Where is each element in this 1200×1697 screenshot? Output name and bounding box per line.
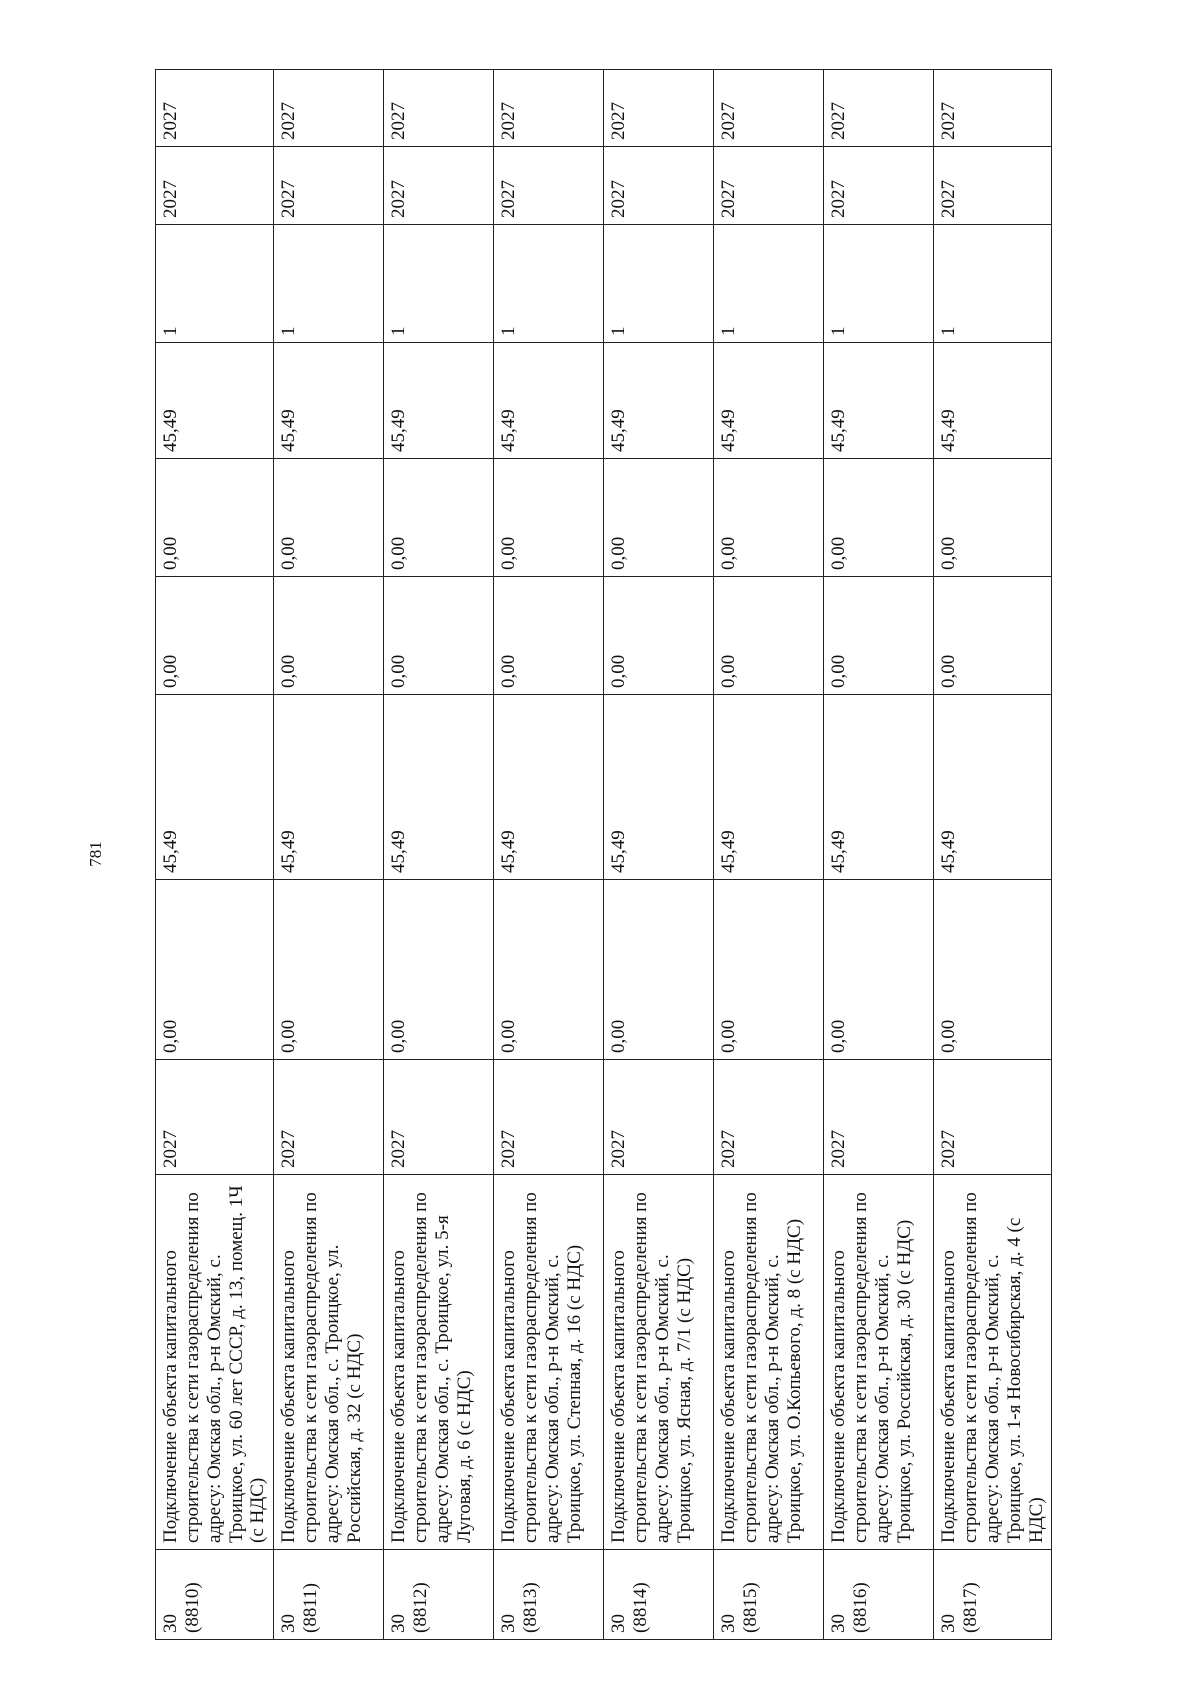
quantity-cell: 1 bbox=[274, 225, 384, 343]
description-cell: Подключение объекта капитального строительства к сети газораспределения по адресу: Омская обл., с. Троицкое, ул. Российская, д. 32 (с НДС) bbox=[274, 1175, 384, 1550]
end-year-cell: 2027 bbox=[274, 70, 384, 147]
year-cell: 2027 bbox=[714, 1060, 824, 1175]
year-cell: 2027 bbox=[604, 1060, 714, 1175]
value-cell-1: 0,00 bbox=[384, 880, 494, 1060]
value-cell-1: 0,00 bbox=[714, 880, 824, 1060]
description-cell: Подключение объекта капитального строительства к сети газораспределения по адресу: Омская обл., с. Троицкое, ул. 5-я Луговая, д. 6 (с НДС) bbox=[384, 1175, 494, 1550]
quantity-cell: 1 bbox=[604, 225, 714, 343]
value-cell-1: 0,00 bbox=[824, 880, 934, 1060]
value-cell-4: 0,00 bbox=[274, 459, 384, 577]
value-cell-5: 45,49 bbox=[714, 343, 824, 459]
description-cell: Подключение объекта капитального строительства к сети газораспределения по адресу: Омская обл., р-н Омский, с. Троицкое, ул. 60 лет СССР, д. 13, помещ. 1Ч (с НДС) bbox=[156, 1175, 274, 1550]
row-number-cell bbox=[824, 1550, 934, 1640]
value-cell-1: 0,00 bbox=[494, 880, 604, 1060]
quantity-cell: 1 bbox=[156, 225, 274, 343]
end-year-cell: 2027 bbox=[494, 70, 604, 147]
description-cell: Подключение объекта капитального строительства к сети газораспределения по адресу: Омская обл., р-н Омский, с. Троицкое, ул. Ясная, д. 7/1 (с НДС) bbox=[604, 1175, 714, 1550]
value-cell-1: 0,00 bbox=[604, 880, 714, 1060]
value-cell-5: 45,49 bbox=[824, 343, 934, 459]
row-number-cell bbox=[604, 1550, 714, 1640]
value-cell-4: 0,00 bbox=[494, 459, 604, 577]
value-cell-4: 0,00 bbox=[824, 459, 934, 577]
value-cell-3: 0,00 bbox=[604, 577, 714, 695]
value-cell-5: 45,49 bbox=[604, 343, 714, 459]
quantity-cell: 1 bbox=[934, 225, 1052, 343]
row-number: 30 bbox=[160, 1614, 181, 1633]
year-cell: 2027 bbox=[824, 1060, 934, 1175]
description-cell: Подключение объекта капитального строительства к сети газораспределения по адресу: Омская обл., р-н Омский, с. Троицкое, ул. Российская, д. 30 (с НДС) bbox=[824, 1175, 934, 1550]
quantity-cell: 1 bbox=[824, 225, 934, 343]
start-year-cell: 2027 bbox=[274, 147, 384, 225]
value-cell-3: 0,00 bbox=[274, 577, 384, 695]
start-year-cell: 2027 bbox=[156, 147, 274, 225]
description-cell: Подключение объекта капитального строительства к сети газораспределения по адресу: Омская обл., р-н Омский, с. Троицкое, ул. Степная, д. 16 (с НДС) bbox=[494, 1175, 604, 1550]
end-year-cell: 2027 bbox=[934, 70, 1052, 147]
value-cell-4: 0,00 bbox=[714, 459, 824, 577]
row-number: 30 bbox=[938, 1614, 960, 1633]
start-year-cell: 2027 bbox=[714, 147, 824, 225]
row-number-cell bbox=[274, 1550, 384, 1640]
start-year-cell: 2027 bbox=[384, 147, 494, 225]
start-year-cell: 2027 bbox=[824, 147, 934, 225]
row-number: 30 bbox=[718, 1614, 740, 1633]
quantity-cell: 1 bbox=[384, 225, 494, 343]
row-code: (8811) bbox=[300, 1583, 322, 1633]
row-code: (8817) bbox=[960, 1582, 982, 1633]
row-number-cell bbox=[934, 1550, 1052, 1640]
value-cell-5: 45,49 bbox=[274, 343, 384, 459]
row-number: 30 bbox=[498, 1614, 520, 1633]
value-cell-1: 0,00 bbox=[156, 880, 274, 1060]
row-code: (8812) bbox=[410, 1582, 432, 1633]
year-cell: 2027 bbox=[156, 1060, 274, 1175]
table-row bbox=[604, 70, 714, 1640]
row-code: (8813) bbox=[520, 1582, 542, 1633]
value-cell-3: 0,00 bbox=[934, 577, 1052, 695]
value-cell-4: 0,00 bbox=[384, 459, 494, 577]
table-row bbox=[156, 70, 274, 1640]
start-year-cell: 2027 bbox=[494, 147, 604, 225]
table-row bbox=[824, 70, 934, 1640]
quantity-cell: 1 bbox=[494, 225, 604, 343]
table-row bbox=[494, 70, 604, 1640]
row-number: 30 bbox=[278, 1614, 300, 1633]
end-year-cell: 2027 bbox=[384, 70, 494, 147]
end-year-cell: 2027 bbox=[714, 70, 824, 147]
row-code: (8814) bbox=[630, 1582, 652, 1633]
row-number-cell bbox=[156, 1550, 274, 1640]
value-cell-5: 45,49 bbox=[156, 343, 274, 459]
description-cell: Подключение объекта капитального строительства к сети газораспределения по адресу: Омская обл., р-н Омский, с. Троицкое, ул. 1-я Новосибирская, д. 4 (с НДС) bbox=[934, 1175, 1052, 1550]
value-cell-1: 0,00 bbox=[274, 880, 384, 1060]
row-number: 30 bbox=[828, 1614, 850, 1633]
value-cell-2: 45,49 bbox=[824, 695, 934, 880]
value-cell-3: 0,00 bbox=[384, 577, 494, 695]
value-cell-5: 45,49 bbox=[384, 343, 494, 459]
row-code: (8810) bbox=[181, 1582, 203, 1633]
start-year-cell: 2027 bbox=[934, 147, 1052, 225]
value-cell-2: 45,49 bbox=[604, 695, 714, 880]
row-number-cell bbox=[714, 1550, 824, 1640]
value-cell-3: 0,00 bbox=[494, 577, 604, 695]
value-cell-4: 0,00 bbox=[156, 459, 274, 577]
start-year-cell: 2027 bbox=[604, 147, 714, 225]
row-code: (8816) bbox=[850, 1582, 872, 1633]
end-year-cell: 2027 bbox=[156, 70, 274, 147]
description-cell: Подключение объекта капитального строительства к сети газораспределения по адресу: Омская обл., р-н Омский, с. Троицкое, ул. О.Копьевого, д. 8 (с НДС) bbox=[714, 1175, 824, 1550]
table-row bbox=[274, 70, 384, 1640]
end-year-cell: 2027 bbox=[824, 70, 934, 147]
row-number: 30 bbox=[388, 1614, 410, 1633]
value-cell-2: 45,49 bbox=[274, 695, 384, 880]
investment-table bbox=[155, 69, 1052, 1640]
row-code: (8815) bbox=[740, 1582, 762, 1633]
value-cell-2: 45,49 bbox=[934, 695, 1052, 880]
rotated-table-wrapper bbox=[155, 70, 1047, 1640]
value-cell-2: 45,49 bbox=[714, 695, 824, 880]
value-cell-4: 0,00 bbox=[934, 459, 1052, 577]
table-row bbox=[714, 70, 824, 1640]
value-cell-2: 45,49 bbox=[384, 695, 494, 880]
value-cell-3: 0,00 bbox=[156, 577, 274, 695]
table-row bbox=[934, 70, 1052, 1640]
value-cell-3: 0,00 bbox=[714, 577, 824, 695]
value-cell-4: 0,00 bbox=[604, 459, 714, 577]
value-cell-5: 45,49 bbox=[934, 343, 1052, 459]
year-cell: 2027 bbox=[494, 1060, 604, 1175]
end-year-cell: 2027 bbox=[604, 70, 714, 147]
row-number: 30 bbox=[608, 1614, 630, 1633]
row-number-cell bbox=[384, 1550, 494, 1640]
table-row bbox=[384, 70, 494, 1640]
year-cell: 2027 bbox=[384, 1060, 494, 1175]
value-cell-2: 45,49 bbox=[494, 695, 604, 880]
table-body bbox=[156, 70, 1052, 1640]
value-cell-1: 0,00 bbox=[934, 880, 1052, 1060]
year-cell: 2027 bbox=[274, 1060, 384, 1175]
value-cell-3: 0,00 bbox=[824, 577, 934, 695]
year-cell: 2027 bbox=[934, 1060, 1052, 1175]
page-number: 781 bbox=[86, 841, 105, 867]
quantity-cell: 1 bbox=[714, 225, 824, 343]
value-cell-2: 45,49 bbox=[156, 695, 274, 880]
value-cell-5: 45,49 bbox=[494, 343, 604, 459]
row-number-cell bbox=[494, 1550, 604, 1640]
